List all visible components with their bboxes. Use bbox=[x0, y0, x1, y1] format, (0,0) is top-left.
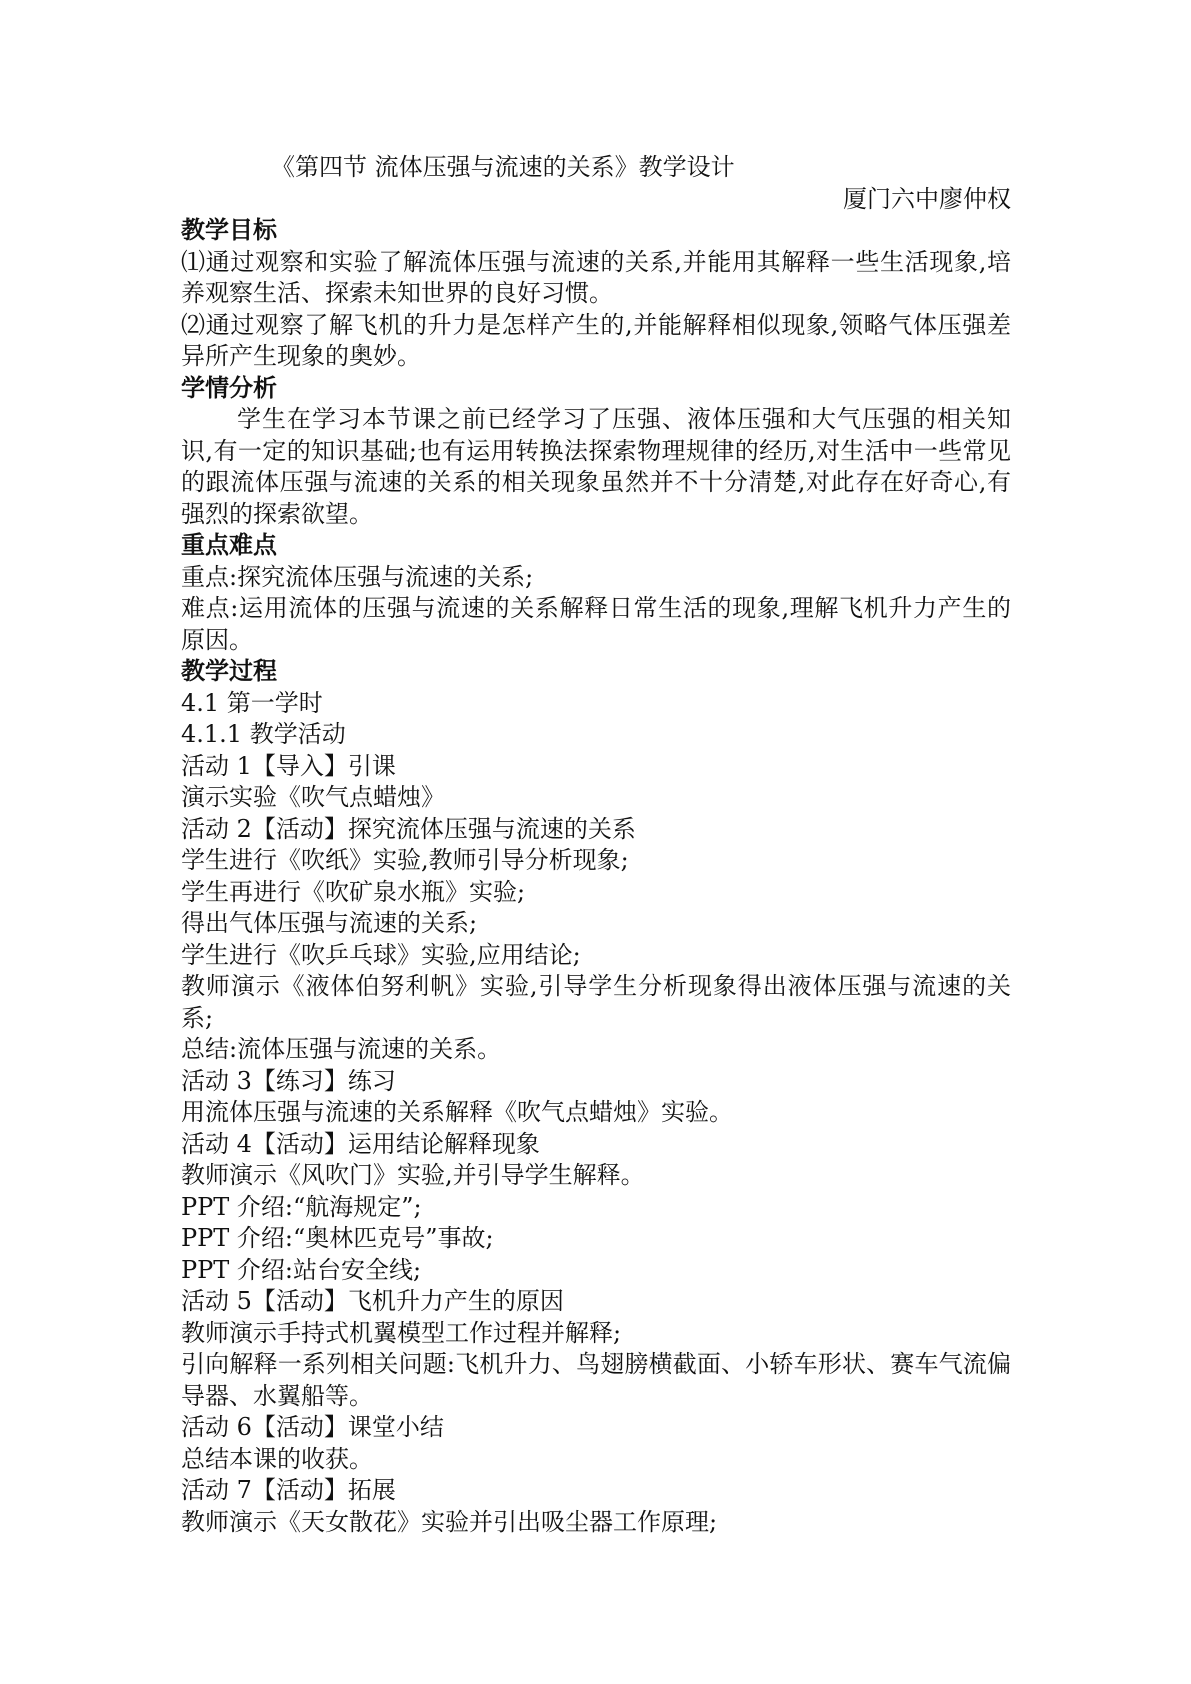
process-line: 活动 5【活动】飞机升力产生的原因 bbox=[181, 1287, 564, 1315]
process-line: 活动 7【活动】拓展 bbox=[181, 1476, 396, 1504]
document-author: 厦门六中廖仲权 bbox=[843, 184, 1011, 213]
process-line: 教师演示《液体伯努利帆》实验,引导学生分析现象得出液体压强与流速的关系; bbox=[181, 972, 1011, 1032]
section-heading-process: 教学过程 bbox=[181, 657, 277, 685]
process-line: 活动 6【活动】课堂小结 bbox=[181, 1413, 444, 1441]
section-heading-analysis: 学情分析 bbox=[181, 373, 277, 402]
process-line: 4.1 第一学时 bbox=[181, 688, 323, 717]
key-point-focus: 重点:探究流体压强与流速的关系; bbox=[181, 562, 534, 591]
process-line: 活动 3【练习】练习 bbox=[181, 1066, 396, 1095]
process-line: PPT 介绍:“航海规定”; bbox=[181, 1192, 422, 1221]
process-line: 总结本课的收获。 bbox=[181, 1444, 373, 1473]
process-line: 引向解释一系列相关问题:飞机升力、鸟翅膀横截面、小轿车形状、赛车气流偏导器、水翼船等。 bbox=[181, 1350, 1011, 1410]
section-heading-objectives: 教学目标 bbox=[181, 216, 277, 244]
process-line: 得出气体压强与流速的关系; bbox=[181, 909, 478, 937]
process-line: 教师演示手持式机翼模型工作过程并解释; bbox=[181, 1318, 622, 1347]
process-line: 活动 1【导入】引课 bbox=[181, 751, 396, 780]
process-line: 学生进行《吹纸》实验,教师引导分析现象; bbox=[181, 846, 629, 874]
objective-item: ⑴通过观察和实验了解流体压强与流速的关系,并能用其解释一些生活现象,培养观察生活、探索未知世界的良好习惯。 bbox=[181, 247, 1011, 307]
process-line: 活动 2【活动】探究流体压强与流速的关系 bbox=[181, 814, 636, 843]
process-line: 教师演示《风吹门》实验,并引导学生解释。 bbox=[181, 1161, 645, 1189]
process-line: 活动 4【活动】运用结论解释现象 bbox=[181, 1129, 540, 1158]
document-title: 《第四节 流体压强与流速的关系》教学设计 bbox=[271, 153, 735, 181]
analysis-paragraph: 学生在学习本节课之前已经学习了压强、液体压强和大气压强的相关知识,有一定的知识基础;也有运用转换法探索物理规律的经历,对生活中一些常见的跟流体压强与流速的关系的相关现象虽然并不十分清楚,对此存在好奇心,有强烈的探索欲望。 bbox=[181, 405, 1011, 528]
objective-item: ⑵通过观察了解飞机的升力是怎样产生的,并能解释相似现象,领略气体压强差异所产生现象的奥妙。 bbox=[181, 310, 1011, 370]
process-line: PPT 介绍:站台安全线; bbox=[181, 1255, 422, 1284]
section-heading-key-points: 重点难点 bbox=[181, 531, 277, 559]
process-line: 学生再进行《吹矿泉水瓶》实验; bbox=[181, 877, 526, 906]
process-line: 演示实验《吹气点蜡烛》 bbox=[181, 783, 445, 811]
process-line: PPT 介绍:“奥林匹克号”事故; bbox=[181, 1224, 494, 1252]
process-line: 学生进行《吹乒乓球》实验,应用结论; bbox=[181, 940, 581, 969]
process-line: 总结:流体压强与流速的关系。 bbox=[181, 1035, 502, 1063]
key-point-difficulty: 难点:运用流体的压强与流速的关系解释日常生活的现象,理解飞机升力产生的原因。 bbox=[181, 594, 1011, 654]
document-body bbox=[181, 152, 1011, 1538]
process-line: 教师演示《天女散花》实验并引出吸尘器工作原理; bbox=[181, 1507, 718, 1536]
process-line: 4.1.1 教学活动 bbox=[181, 720, 346, 748]
process-line: 用流体压强与流速的关系解释《吹气点蜡烛》实验。 bbox=[181, 1098, 733, 1126]
